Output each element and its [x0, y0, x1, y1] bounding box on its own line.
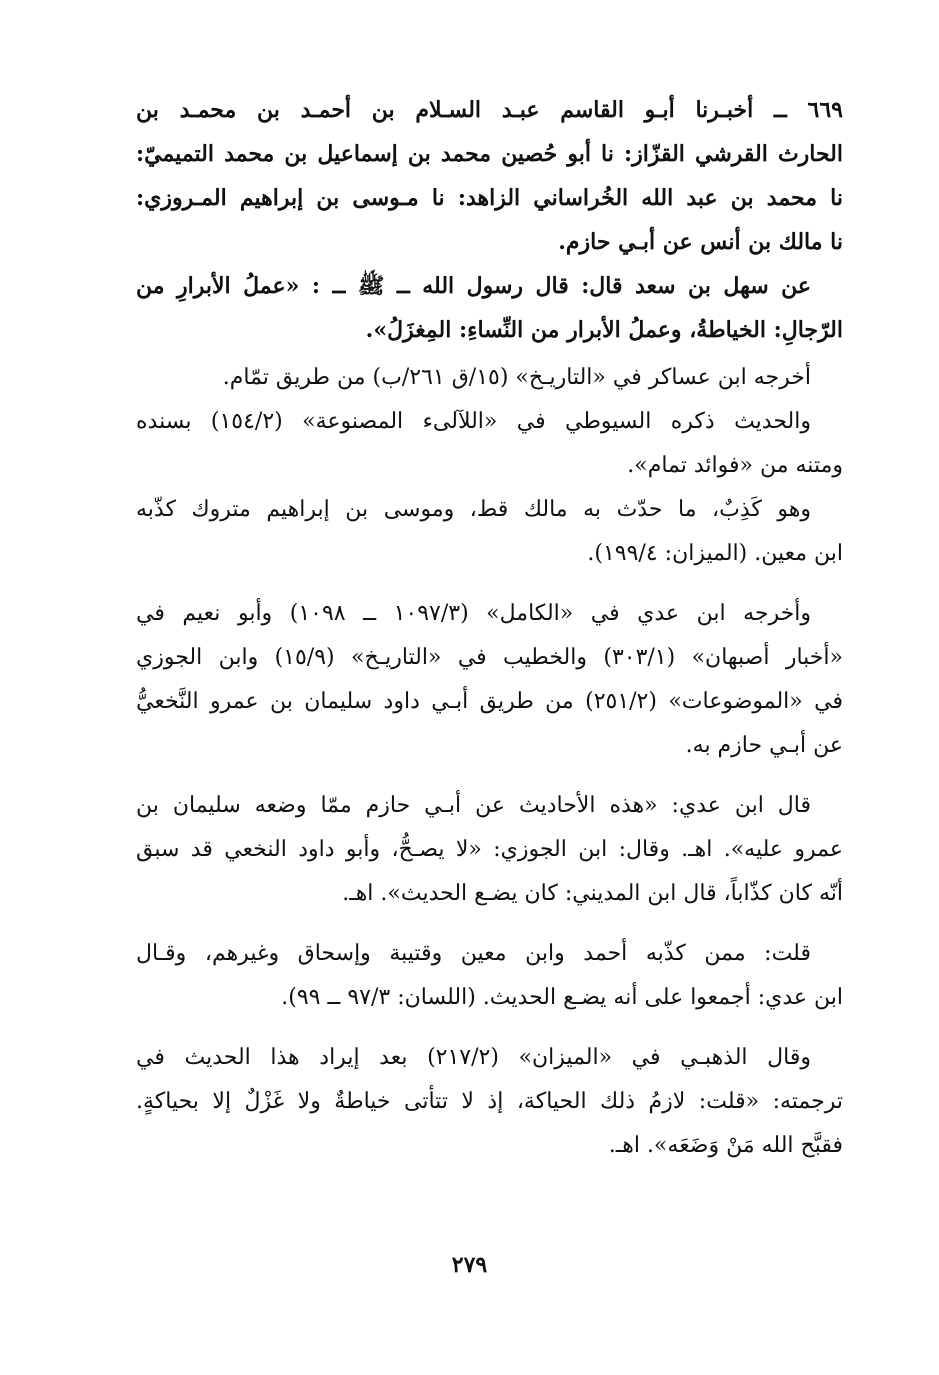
text-line: ابن معين. (الميزان: ١٩٩/٤).	[587, 541, 843, 566]
text-line: قال ابن عدي: «هذه الأحاديث عن أبـي حازم ممّا وضعه سليمان بن	[136, 793, 811, 818]
text-line: قلت: ممن كذّبه أحمد وابن معين وقتيبة وإسحاق وغيرهم، وقـال	[136, 941, 811, 966]
commentary-paragraph	[136, 932, 843, 1020]
text-line: في «الموضوعات» (٢٥١/٢) من طريق أبـي داود سليمان بن عمرو النَّخعيُّ	[136, 689, 843, 714]
commentary-paragraph	[136, 488, 843, 576]
commentary-paragraph	[136, 784, 843, 916]
page-number: ٢٧٩	[451, 1252, 488, 1278]
hadith-isnad	[136, 88, 843, 264]
text-line: أخرجه ابن عساكر في «التاريـخ» (١٥/ق ٢٦١/ب) من طريق تمّام.	[222, 365, 811, 390]
text-line: نا مالك بن أنس عن أبـي حازم.	[558, 229, 843, 255]
hadith-matn	[136, 264, 843, 352]
text-line: فقبَّح الله مَنْ وَضَعَه». اهـ.	[608, 1133, 843, 1158]
text-line: الرّجالِ: الخياطةُ، وعملُ الأبرار من النِّساءِ: المِغزَلُ».	[365, 317, 843, 343]
text-line: عن سهل بن سعد قال: قال رسول الله ــ ﷺ ــ : «عملُ الأبرارِ من	[136, 273, 811, 299]
text-line: ومتنه من «فوائد تمام».	[627, 453, 843, 478]
text-line: وأخرجه ابن عدي في «الكامل» (١٠٩٧/٣ ــ ١٠٩٨) وأبو نعيم في	[136, 601, 811, 626]
text-line: أنّه كان كذّاباً، قال ابن المديني: كان يضـع الحديث». اهـ.	[342, 881, 843, 906]
commentary-paragraph	[136, 1036, 843, 1168]
commentary-paragraph	[136, 356, 843, 400]
text-line: «أخبار أصبهان» (٣٠٣/١) والخطيب في «التاريـخ» (١٥/٩) وابن الجوزي	[136, 645, 843, 670]
text-line: عن أبـي حازم به.	[685, 733, 843, 758]
text-line: وهو كَذِبٌ، ما حدّث به مالك قط، وموسى بن إبراهيم متروك كذّبه	[136, 497, 811, 522]
text-line: الحارث القرشي القزّاز: نا أبو حُصين محمد بن إسماعيل بن محمد التميميّ:	[136, 141, 843, 167]
text-line: ترجمته: «قلت: لازمُ ذلك الحياكة، إذ لا تتأتى خياطةٌ ولا غَزْلٌ إلا بحياكةٍ.	[136, 1089, 843, 1114]
text-line: والحديث ذكره السيوطي في «اللآلىء المصنوعة» (١٥٤/٢) بسنده	[136, 409, 811, 434]
text-line: ٦٦٩ ــ أخبـرنا أبـو القاسم عبـد السـلام بن أحمـد بن محمـد بن	[136, 97, 843, 123]
text-line: نا محمد بن عبد الله الخُراساني الزاهد: نا مـوسى بن إبراهيم المـروزي:	[136, 185, 843, 211]
text-line: عمرو عليه». اهـ. وقال: ابن الجوزي: «لا يصـحُّ، وأبو داود النخعي قد سبق	[136, 837, 843, 862]
commentary-paragraph	[136, 592, 843, 768]
text-line: ابن عدي: أجمعوا على أنه يضـع الحديث. (اللسان: ٩٧/٣ ــ ٩٩).	[281, 985, 843, 1010]
text-line: وقال الذهبـي في «الميزان» (٢١٧/٢) بعد إيراد هذا الحديث في	[136, 1045, 811, 1070]
commentary-paragraph	[136, 400, 843, 488]
